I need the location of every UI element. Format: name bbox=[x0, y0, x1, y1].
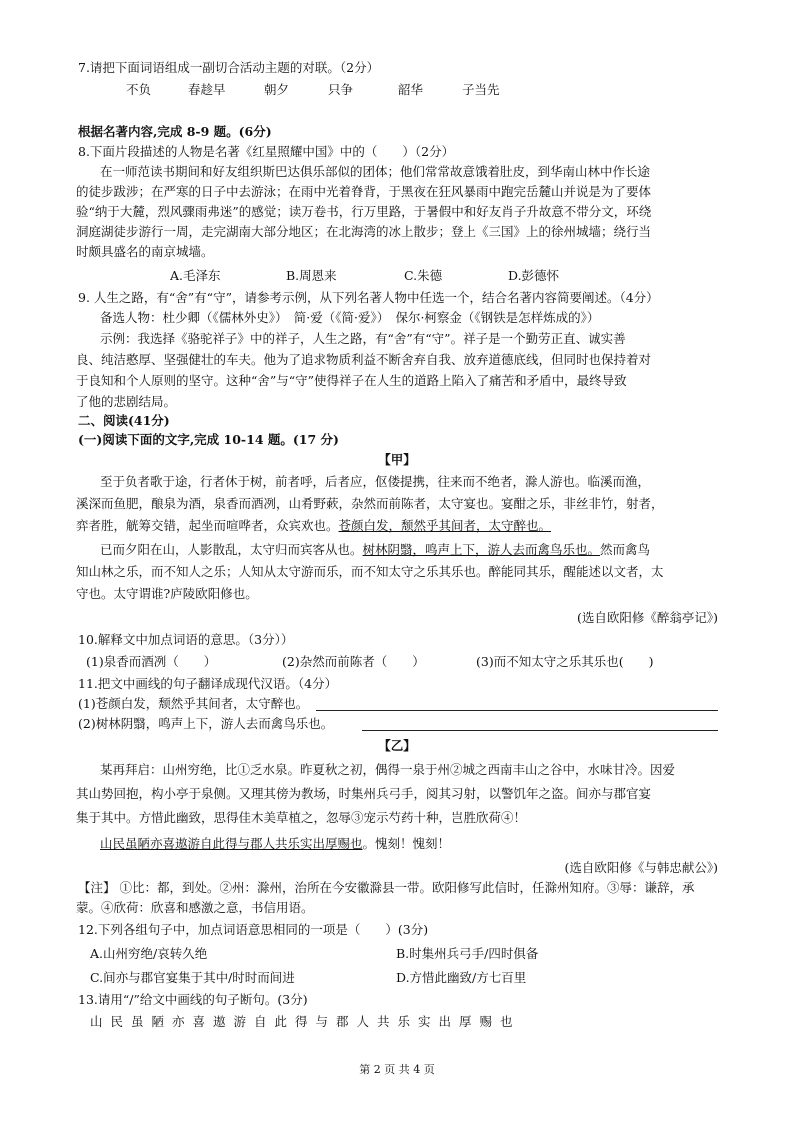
q8-stem: 8.下面片段描述的人物是名著《红星照耀中国》中的（ ）（2分） bbox=[78, 144, 455, 159]
q10-stem: 10.解释文中加点词语的意思。（3分）） bbox=[78, 632, 294, 647]
yi-text: 。愧刻！愧刻！ bbox=[362, 836, 451, 851]
jia-line bbox=[100, 542, 650, 558]
q11-item-2: (2)树林阴翳，鸣声上下，游人去而禽鸟乐也。 bbox=[78, 716, 334, 731]
jia-line bbox=[76, 518, 551, 534]
q8-option-a: A.毛泽东 bbox=[170, 268, 221, 283]
jia-source: (选自欧阳修《醉翁亭记》) bbox=[576, 610, 718, 625]
page-number: 第 2 页 共 4 页 bbox=[359, 1063, 435, 1076]
q7-word: 春趁早 bbox=[188, 82, 226, 97]
q8-passage-line: 时颇具盛名的南京城墙。 bbox=[76, 244, 214, 259]
q10-item-1: (1)泉香而酒冽（ ） bbox=[86, 654, 217, 669]
q9-example-line: 于良知和个人原则的坚守。这种“舍”与“守”使得祥子在人生的道路上陷入了痛苦和矛盾中，最终导致 bbox=[76, 373, 627, 388]
q9-example-line: 良、纯洁憨厚、坚强健壮的车夫。他为了追求物质利益不断舍弃自我、放弃道德底线，但同时也保持着对 bbox=[76, 352, 652, 367]
section-heading-reading: 二、阅读(41分) bbox=[78, 413, 170, 428]
jia-line: 知山林之乐，而不知人之乐；人知从太守游而乐，而不知太守之乐其乐也。醉能同其乐，醒能述以文者，太 bbox=[76, 564, 664, 579]
jia-text: 已而夕阳在山，人影散乱，太守归而宾客从也。 bbox=[100, 542, 363, 557]
yi-note-line: 蒙。④欣荷：欣喜和感激之意，书信用语。 bbox=[76, 900, 314, 915]
subsection-heading: (一)阅读下面的文字,完成 10-14 题。(17 分) bbox=[78, 432, 339, 447]
q11-item-1: (1)苍颜白发，颓然乎其间者，太守醉也。 bbox=[78, 696, 309, 711]
q12-option-c: C.间亦与郡官宴集于其中/时时而间进 bbox=[90, 970, 295, 985]
q7-word: 子当先 bbox=[462, 82, 500, 97]
jia-text: 弈者胜，觥筹交错，起坐而喧哗者，众宾欢也。 bbox=[76, 518, 339, 533]
q7-word: 只争 bbox=[328, 82, 354, 97]
jia-underlined-sentence-1: 苍颜白发，颓然乎其间者，太守醉也。 bbox=[338, 518, 552, 533]
q9-example-line: 示例：我选择《骆驼祥子》中的祥子，人生之路，有“舍”有“守”。祥子是一个勤劳正直、诚实善 bbox=[100, 331, 626, 346]
section-heading-mingzhu: 根据名著内容,完成 8-9 题。(6分) bbox=[78, 124, 272, 139]
yi-source: (选自欧阳修《与韩忠献公》) bbox=[564, 860, 718, 875]
q9-candidates: 备选人物：杜少卿（《儒林外史》） 简·爱（《简·爱》） 保尔·柯察金（《钢铁是怎样炼成的》） bbox=[100, 310, 600, 325]
yi-underlined-sentence: 山民虽陋亦喜遨游自此得与郡人共乐实出厚赐也 bbox=[100, 836, 363, 851]
q7-stem: 7.请把下面词语组成一副切合活动主题的对联。（2分） bbox=[78, 60, 380, 75]
q8-option-b: B.周恩来 bbox=[286, 268, 337, 283]
q12-option-a: A.山州穷绝/哀转久绝 bbox=[90, 946, 208, 961]
q11-stem: 11.把文中画线的句子翻译成现代汉语。（4分） bbox=[78, 676, 338, 691]
yi-line: 其山势回抱，构小亭于泉侧。又理其傍为教场，时集州兵弓手，阅其习射，以警饥年之盗。间亦与郡官宴 bbox=[76, 786, 652, 801]
jia-line: 溪深而鱼肥，酿泉为酒，泉香而酒冽，山肴野蔌，杂然而前陈者，太守宴也。宴酣之乐，非丝非竹，射者， bbox=[76, 496, 664, 511]
q7-word: 朝夕 bbox=[264, 82, 290, 97]
q8-option-c: C.朱德 bbox=[404, 268, 443, 283]
yi-note-line: 【注】 ①比：都，到处。②州：滁州，治所在今安徽滁县一带。欧阳修写此信时，任滁州知府。③辱：谦辞，承 bbox=[78, 880, 695, 895]
q12-option-b: B.时集州兵弓手/四时俱备 bbox=[396, 946, 539, 961]
q8-passage-line: 洞庭湖徒步游行一周，走完湖南大部分地区；在北海湾的冰上散步；登上《三国》上的徐州城墙；绕行当 bbox=[76, 224, 652, 239]
q10-item-3: (3)而不知太守之乐其乐也( ) bbox=[476, 654, 654, 669]
jia-underlined-sentence-2: 树林阴翳，鸣声上下，游人去而禽鸟乐也。 bbox=[362, 542, 601, 557]
q12-option-d: D.方惜此幽致/方七百里 bbox=[396, 970, 527, 985]
q8-passage-line: 在一师范读书期间和好友组织斯巴达俱乐部似的团体；他们常常故意饿着肚皮，到华南山林中作长途 bbox=[100, 164, 651, 179]
q8-passage-line: 验“纳于大麓，烈风骤雨弗迷”的感觉；读万卷书，行万里路，于暑假中和好友肖子升故意不带分文，环绕 bbox=[76, 204, 652, 219]
jia-line: 守也。太守谓谁?庐陵欧阳修也。 bbox=[76, 586, 258, 601]
q13-stem: 13.请用“/”给文中画线的句子断句。(3分) bbox=[78, 992, 308, 1007]
passage-jia-title: 【甲】 bbox=[378, 452, 416, 467]
q13-sentence-to-punctuate: 山民虽陋亦喜遨游自此得与郡人共乐实出厚赐也 bbox=[90, 1014, 521, 1029]
q10-item-2: (2)杂然而前陈者（ ） bbox=[282, 654, 425, 669]
q7-word: 不负 bbox=[126, 82, 152, 97]
q7-word: 韶华 bbox=[398, 82, 424, 97]
passage-yi-title: 【乙】 bbox=[378, 738, 416, 753]
yi-line: 集于其中。方惜此幽致，思得佳木美草植之，忽辱③宠示芍药十种，岂胜欣荷④！ bbox=[76, 810, 527, 825]
q8-option-d: D.彭德怀 bbox=[508, 268, 560, 283]
q9-example-line: 了他的悲剧结局。 bbox=[76, 394, 177, 409]
jia-text: 然而禽鸟 bbox=[600, 542, 651, 557]
q11-answer-line-1[interactable] bbox=[316, 710, 718, 711]
jia-line: 至于负者歌于途，行者休于树，前者呼，后者应，伛偻提携，往来而不绝者，滁人游也。临溪而渔， bbox=[100, 474, 651, 489]
yi-line bbox=[100, 836, 450, 852]
q9-stem: 9. 人生之路，有“舍”有“守”，请参考示例，从下列名著人物中任选一个，结合名著内容简要阐述。（4分） bbox=[78, 290, 659, 305]
q12-stem: 12.下列各组句子中，加点词语意思相同的一项是（ ）(3分) bbox=[78, 922, 429, 937]
q8-passage-line: 的徒步跋涉；在严寒的日子中去游泳；在雨中光着脊背，于黑夜在狂风暴雨中跑完岳麓山并说是为了要体 bbox=[76, 184, 652, 199]
yi-line: 某再拜启：山州穷绝，比①乏水泉。昨夏秋之初，偶得一泉于州②城之西南丰山之谷中，水味甘冷。因爱 bbox=[100, 762, 676, 777]
q11-answer-line-2[interactable] bbox=[362, 730, 718, 731]
